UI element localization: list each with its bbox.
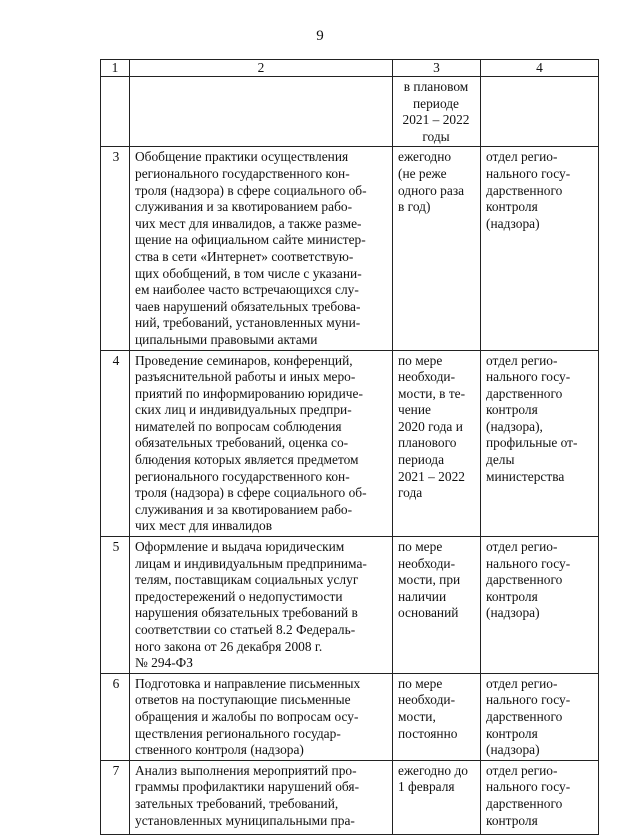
description-line: соответствии со статьей 8.2 Федераль- — [135, 622, 356, 637]
description-line: троля (надзора) в сфере социального об- — [135, 485, 367, 501]
description-line: служивания и за квотированием рабо- — [135, 199, 353, 215]
description-line: щение на официальном сайте министер- — [135, 232, 366, 248]
description-line: разъяснительной работы и иных меро- — [135, 369, 356, 385]
description-line: ципальными правовыми актами — [135, 331, 318, 347]
row-number — [101, 77, 130, 147]
row-responsible: отдел регио- нального госу- дарственного контроля (надзора), профильные от- делы министерства — [481, 350, 599, 537]
row-responsible: отдел регио- нального госу- дарственного контроля — [481, 760, 599, 834]
row-number: 6 — [101, 673, 130, 760]
table-row — [101, 537, 599, 674]
row-term: ежегодно до 1 февраля — [393, 760, 481, 834]
description-line: зательных требований, требований, — [135, 795, 339, 811]
description-line: чих мест для инвалидов, а также разме- — [135, 215, 362, 231]
row-description — [130, 350, 393, 537]
row-responsible: отдел регио- нального госу- дарственного контроля (надзора) — [481, 147, 599, 350]
description-line: чаев нарушений обязательных требова- — [135, 298, 361, 314]
row-number: 4 — [101, 350, 130, 537]
description-line: чих мест для инвалидов — [135, 518, 273, 534]
description-line: ществления регионального государ- — [135, 725, 341, 741]
description-line: регионального государственного кон- — [135, 165, 350, 181]
description-line: Оформление и выдача юридическим — [135, 539, 345, 555]
row-description — [130, 760, 393, 834]
description-line: предостережений о недопустимости — [135, 588, 343, 604]
description-line: щих обобщений, в том числе с указани- — [135, 265, 362, 281]
column-number-3: 3 — [393, 60, 481, 77]
row-responsible: отдел регио- нального госу- дарственного контроля (надзора) — [481, 537, 599, 674]
description-line: ний, требований, установленных муни- — [135, 315, 361, 331]
description-line: Проведение семинаров, конференций, — [135, 352, 353, 368]
description-line: Анализ выполнения мероприятий про- — [135, 762, 357, 778]
row-term: по мере необходи- мости, при наличии оснований — [393, 537, 481, 674]
description-line: обязательных требований, оценка со- — [135, 435, 349, 451]
description-line: приятий по информированию юридиче- — [135, 385, 363, 401]
row-term: ежегодно (не реже одного раза в год) — [393, 147, 481, 350]
table-row — [101, 147, 599, 350]
description-line: Обобщение практики осуществления — [135, 149, 349, 165]
description-line: служивания и за квотированием рабо- — [135, 501, 353, 517]
row-term: по мере необходи- мости, в те- чение 2020 года и планового периода 2021 – 2022 года — [393, 350, 481, 537]
row-term: в плановом периоде 2021 – 2022 годы — [393, 77, 481, 147]
page-number: 9 — [316, 28, 324, 44]
description-line: ства в сети «Интернет» соответствую- — [135, 248, 354, 264]
description-line: нарушения обязательных требований в — [135, 605, 358, 621]
table-row — [101, 350, 599, 537]
row-description — [130, 537, 393, 674]
description-line: лицам и индивидуальным предпринима- — [135, 555, 367, 571]
description-line: граммы профилактики нарушений обя- — [135, 779, 360, 795]
row-number: 3 — [101, 147, 130, 350]
description-line: телям, поставщикам социальных услуг — [135, 572, 359, 588]
row-responsible — [481, 77, 599, 147]
description-line: троля (надзора) в сфере социального об- — [135, 182, 367, 198]
description-line: блюдения которых является предметом — [135, 452, 359, 468]
table-row — [101, 760, 599, 834]
column-number-header-row — [101, 60, 599, 77]
description-line: ем наиболее часто встречающихся слу- — [135, 282, 359, 298]
table-row — [101, 673, 599, 760]
row-description — [130, 673, 393, 760]
row-description — [130, 77, 393, 147]
description-line: регионального государственного кон- — [135, 468, 350, 484]
row-number: 5 — [101, 537, 130, 674]
program-table — [100, 59, 599, 835]
description-line: Подготовка и направление письменных — [135, 675, 361, 691]
description-line: ских лиц и индивидуальных предпри- — [135, 402, 352, 418]
column-number-1: 1 — [101, 60, 130, 77]
row-responsible: отдел регио- нального госу- дарственного контроля (надзора) — [481, 673, 599, 760]
description-line: ного закона от 26 декабря 2008 г. — [135, 638, 323, 654]
table-row-continuation — [101, 77, 599, 147]
description-line: ответов на поступающие письменные — [135, 692, 351, 708]
row-number: 7 — [101, 760, 130, 834]
row-description — [130, 147, 393, 350]
description-line: нимателей по вопросам соблюдения — [135, 418, 342, 434]
column-number-2: 2 — [130, 60, 393, 77]
description-line: ственного контроля (надзора) — [135, 742, 304, 758]
description-line: обращения и жалобы по вопросам осу- — [135, 708, 359, 724]
description-line: № 294-ФЗ — [135, 655, 193, 671]
description-line: установленных муниципальными пра- — [135, 812, 355, 828]
column-number-4: 4 — [481, 60, 599, 77]
row-term: по мере необходи- мости, постоянно — [393, 673, 481, 760]
